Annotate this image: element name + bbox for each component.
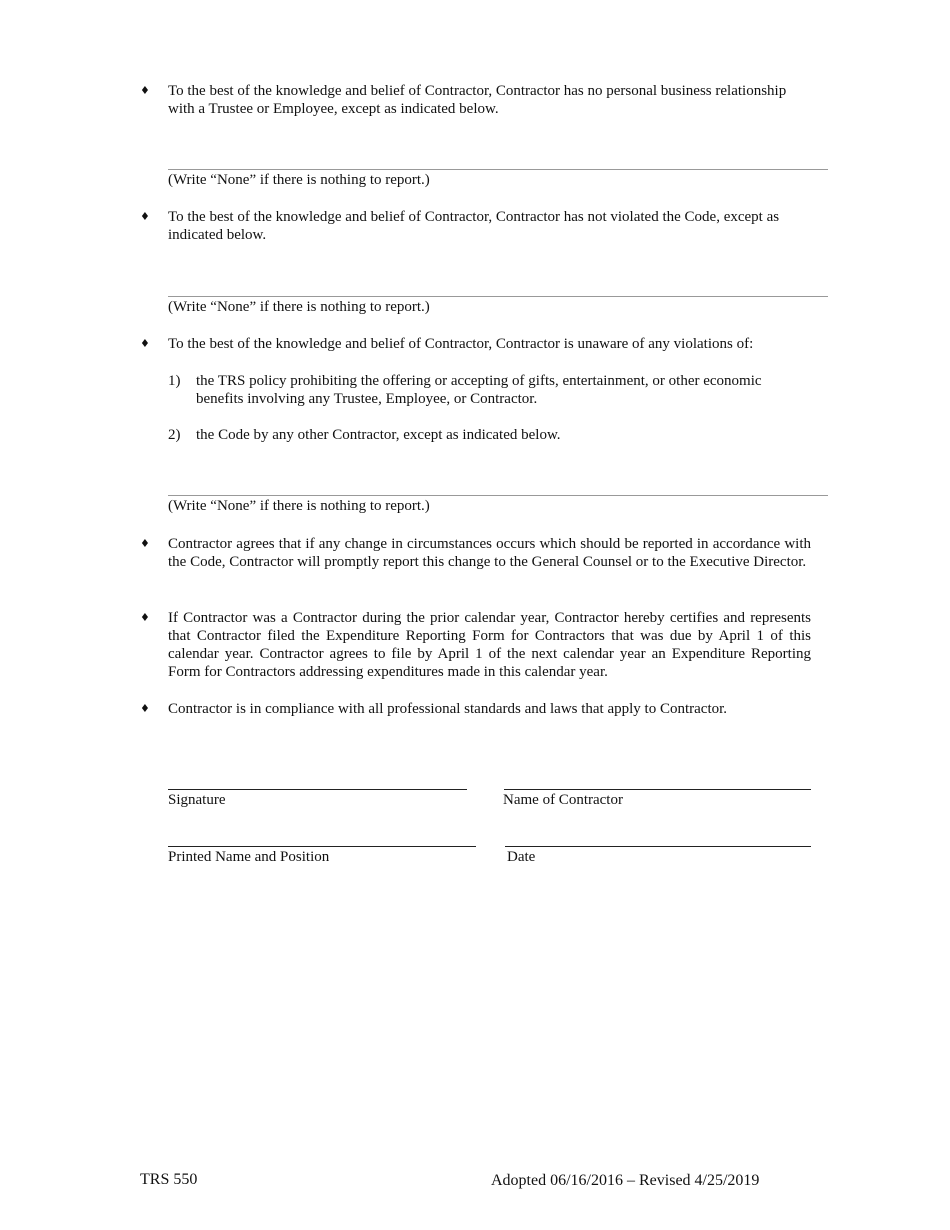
list-item-number: 2) <box>168 427 181 443</box>
bullet-icon: ♦ <box>140 337 150 350</box>
list-item-code-other-contractor: the Code by any other Contractor, except as indicated below. <box>196 427 561 443</box>
bullet-icon: ♦ <box>140 84 150 97</box>
statement-compliance: Contractor is in compliance with all professional standards and laws that apply to Contractor. <box>168 701 728 717</box>
date-line[interactable] <box>505 846 811 847</box>
bullet-icon: ♦ <box>140 537 150 550</box>
statement-business-relationship: To the best of the knowledge and belief of Contractor, Contractor has no personal business relationship with a Trustee or Employee, except as indicated below. <box>168 83 787 117</box>
signature-label: Signature <box>168 792 226 808</box>
statement-change-in-circumstances: Contractor agrees that if any change in circumstances occurs which should be reported in accordance with the Code, Contractor will promptly report this change to the General Counsel or to the Executive Director. <box>168 536 811 570</box>
bullet-icon: ♦ <box>140 611 150 624</box>
list-item-trs-policy: the TRS policy prohibiting the offering or accepting of gifts, entertainment, or other economic benefits involving any Trustee, Employee, or Contractor. <box>196 373 762 407</box>
bullet-icon: ♦ <box>140 702 150 715</box>
none-note-3: (Write “None” if there is nothing to report.) <box>168 498 430 514</box>
report-line-3[interactable] <box>168 495 828 496</box>
none-note-2: (Write “None” if there is nothing to report.) <box>168 299 430 315</box>
form-id: TRS 550 <box>140 1171 198 1188</box>
report-line-1[interactable] <box>168 169 828 170</box>
printed-name-line[interactable] <box>168 846 476 847</box>
bullet-icon: ♦ <box>140 210 150 223</box>
adopted-revised-date: Adopted 06/16/2016 – Revised 4/25/2019 <box>491 1172 760 1189</box>
name-of-contractor-label: Name of Contractor <box>503 792 623 808</box>
report-line-2[interactable] <box>168 296 828 297</box>
statement-expenditure-reporting: If Contractor was a Contractor during the prior calendar year, Contractor hereby certifies and represents that Contractor filed the Expenditure Reporting Form for Contractors that was due by April 1 of this calendar year. Contractor agrees to file by April 1 of the next calendar year an Expenditure Reporting Form for Contractors addressing expenditures made in this calendar year. <box>168 610 811 680</box>
statement-unaware-violations: To the best of the knowledge and belief of Contractor, Contractor is unaware of any violations of: <box>168 336 754 352</box>
date-label: Date <box>507 849 536 865</box>
printed-name-label: Printed Name and Position <box>168 849 330 865</box>
list-item-number: 1) <box>168 373 181 389</box>
name-of-contractor-line[interactable] <box>504 789 811 790</box>
statement-code-violation: To the best of the knowledge and belief of Contractor, Contractor has not violated the Code, except as indicated below. <box>168 209 780 243</box>
signature-line[interactable] <box>168 789 467 790</box>
none-note-1: (Write “None” if there is nothing to report.) <box>168 172 430 188</box>
